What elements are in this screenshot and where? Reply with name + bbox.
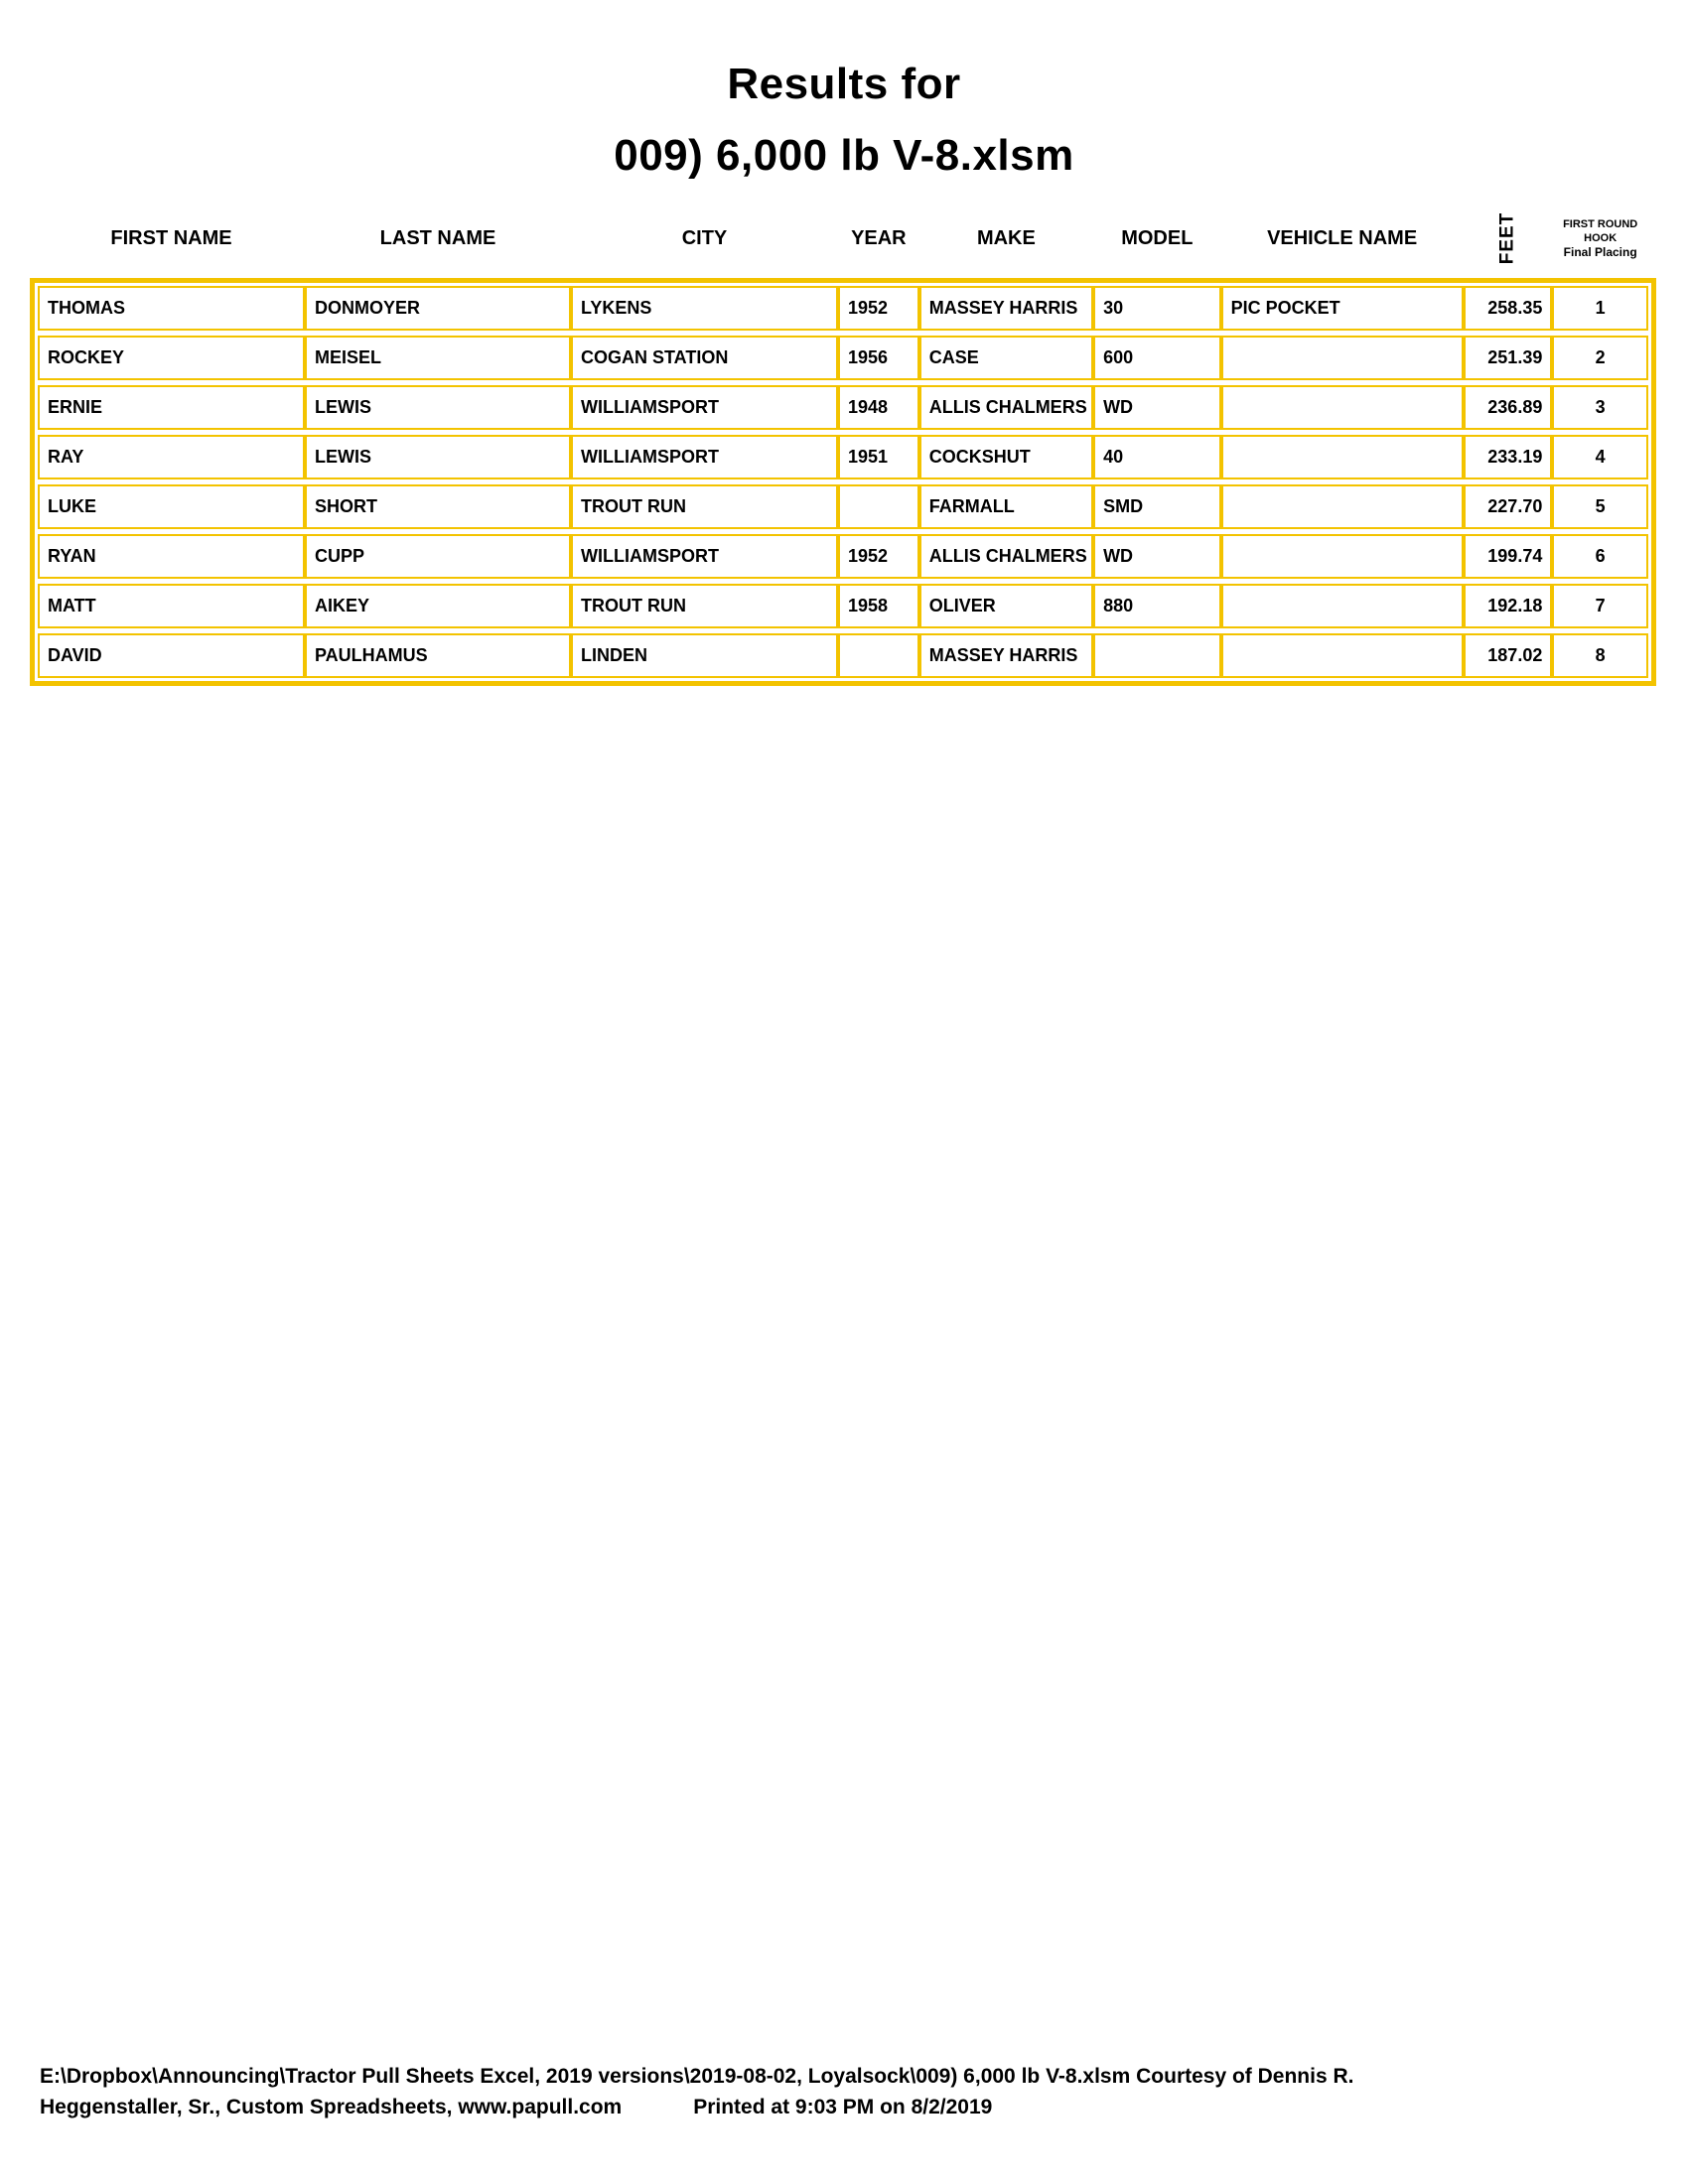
hook-header-line3: Final Placing bbox=[1563, 245, 1637, 259]
cell-model: WD bbox=[1093, 385, 1221, 430]
cell-year: 1952 bbox=[838, 534, 919, 579]
page-footer bbox=[40, 2061, 1648, 2122]
column-header-final-placing bbox=[1552, 204, 1648, 273]
cell-make: FARMALL bbox=[919, 484, 1093, 529]
cell-city: WILLIAMSPORT bbox=[571, 534, 838, 579]
cell-vehicle-name bbox=[1221, 336, 1464, 380]
cell-year bbox=[838, 633, 919, 678]
footer-second-line bbox=[40, 2092, 1648, 2122]
column-header-feet bbox=[1464, 204, 1553, 273]
cell-model: 40 bbox=[1093, 435, 1221, 479]
cell-city: WILLIAMSPORT bbox=[571, 435, 838, 479]
cell-vehicle-name bbox=[1221, 584, 1464, 628]
cell-first-name: THOMAS bbox=[38, 286, 305, 331]
cell-city: WILLIAMSPORT bbox=[571, 385, 838, 430]
cell-year: 1958 bbox=[838, 584, 919, 628]
cell-city: LYKENS bbox=[571, 286, 838, 331]
cell-vehicle-name bbox=[1221, 484, 1464, 529]
cell-year: 1951 bbox=[838, 435, 919, 479]
cell-feet: 199.74 bbox=[1464, 534, 1553, 579]
cell-placing: 5 bbox=[1552, 484, 1648, 529]
cell-year: 1948 bbox=[838, 385, 919, 430]
cell-placing: 4 bbox=[1552, 435, 1648, 479]
cell-last-name: PAULHAMUS bbox=[305, 633, 571, 678]
cell-last-name: LEWIS bbox=[305, 385, 571, 430]
cell-model: 30 bbox=[1093, 286, 1221, 331]
cell-first-name: ROCKEY bbox=[38, 336, 305, 380]
cell-year: 1952 bbox=[838, 286, 919, 331]
cell-vehicle-name bbox=[1221, 534, 1464, 579]
cell-make: COCKSHUT bbox=[919, 435, 1093, 479]
cell-model bbox=[1093, 633, 1221, 678]
cell-feet: 192.18 bbox=[1464, 584, 1553, 628]
column-header-last-name: LAST NAME bbox=[379, 226, 496, 249]
column-header-model: MODEL bbox=[1121, 226, 1194, 249]
column-header-city: CITY bbox=[681, 226, 728, 249]
page-title-block bbox=[0, 60, 1688, 181]
cell-placing: 7 bbox=[1552, 584, 1648, 628]
cell-last-name: AIKEY bbox=[305, 584, 571, 628]
column-header-make: MAKE bbox=[976, 226, 1036, 249]
footer-printed-timestamp: Printed at 9:03 PM on 8/2/2019 bbox=[693, 2096, 993, 2118]
cell-make: ALLIS CHALMERS bbox=[919, 534, 1093, 579]
cell-model: 880 bbox=[1093, 584, 1221, 628]
page-title: Results for bbox=[727, 60, 961, 108]
footer-file-path-line: E:\Dropbox\Announcing\Tractor Pull Sheets Excel, 2019 versions\2019-08-02, Loyalsock\009) 6,000 lb V-8.xlsm Courtesy of Dennis R. bbox=[40, 2065, 1354, 2088]
cell-model: WD bbox=[1093, 534, 1221, 579]
cell-vehicle-name: PIC POCKET bbox=[1221, 286, 1464, 331]
cell-make: CASE bbox=[919, 336, 1093, 380]
cell-model: SMD bbox=[1093, 484, 1221, 529]
column-header-year: YEAR bbox=[851, 226, 907, 249]
cell-placing: 1 bbox=[1552, 286, 1648, 331]
cell-feet: 251.39 bbox=[1464, 336, 1553, 380]
cell-vehicle-name bbox=[1221, 385, 1464, 430]
cell-feet: 258.35 bbox=[1464, 286, 1553, 331]
cell-last-name: LEWIS bbox=[305, 435, 571, 479]
cell-feet: 227.70 bbox=[1464, 484, 1553, 529]
cell-feet: 233.19 bbox=[1464, 435, 1553, 479]
hook-header-line2: HOOK bbox=[1584, 232, 1618, 244]
footer-courtesy-text: Heggenstaller, Sr., Custom Spreadsheets, www.papull.com bbox=[40, 2096, 623, 2118]
hook-header-line1: FIRST ROUND bbox=[1563, 218, 1638, 230]
cell-last-name: MEISEL bbox=[305, 336, 571, 380]
cell-make: OLIVER bbox=[919, 584, 1093, 628]
cell-placing: 3 bbox=[1552, 385, 1648, 430]
cell-model: 600 bbox=[1093, 336, 1221, 380]
cell-city: TROUT RUN bbox=[571, 584, 838, 628]
cell-city: LINDEN bbox=[571, 633, 838, 678]
cell-first-name: DAVID bbox=[38, 633, 305, 678]
cell-last-name: CUPP bbox=[305, 534, 571, 579]
cell-first-name: RYAN bbox=[38, 534, 305, 579]
cell-first-name: ERNIE bbox=[38, 385, 305, 430]
cell-first-name: MATT bbox=[38, 584, 305, 628]
cell-feet: 187.02 bbox=[1464, 633, 1553, 678]
cell-placing: 6 bbox=[1552, 534, 1648, 579]
results-table bbox=[30, 278, 1656, 686]
cell-vehicle-name bbox=[1221, 435, 1464, 479]
results-table-grid bbox=[38, 286, 1648, 678]
cell-placing: 8 bbox=[1552, 633, 1648, 678]
column-header-first-name: FIRST NAME bbox=[110, 226, 232, 249]
column-header-vehicle-name: VEHICLE NAME bbox=[1267, 226, 1418, 249]
cell-last-name: DONMOYER bbox=[305, 286, 571, 331]
cell-feet: 236.89 bbox=[1464, 385, 1553, 430]
feet-rotated-label: FEET bbox=[1496, 211, 1518, 265]
table-column-headers bbox=[38, 204, 1648, 273]
cell-make: MASSEY HARRIS bbox=[919, 633, 1093, 678]
cell-last-name: SHORT bbox=[305, 484, 571, 529]
cell-city: TROUT RUN bbox=[571, 484, 838, 529]
cell-year: 1956 bbox=[838, 336, 919, 380]
page-subtitle-filename: 009) 6,000 lb V-8.xlsm bbox=[614, 131, 1074, 180]
cell-city: COGAN STATION bbox=[571, 336, 838, 380]
cell-first-name: RAY bbox=[38, 435, 305, 479]
cell-vehicle-name bbox=[1221, 633, 1464, 678]
cell-make: MASSEY HARRIS bbox=[919, 286, 1093, 331]
cell-first-name: LUKE bbox=[38, 484, 305, 529]
cell-year bbox=[838, 484, 919, 529]
cell-placing: 2 bbox=[1552, 336, 1648, 380]
cell-make: ALLIS CHALMERS bbox=[919, 385, 1093, 430]
